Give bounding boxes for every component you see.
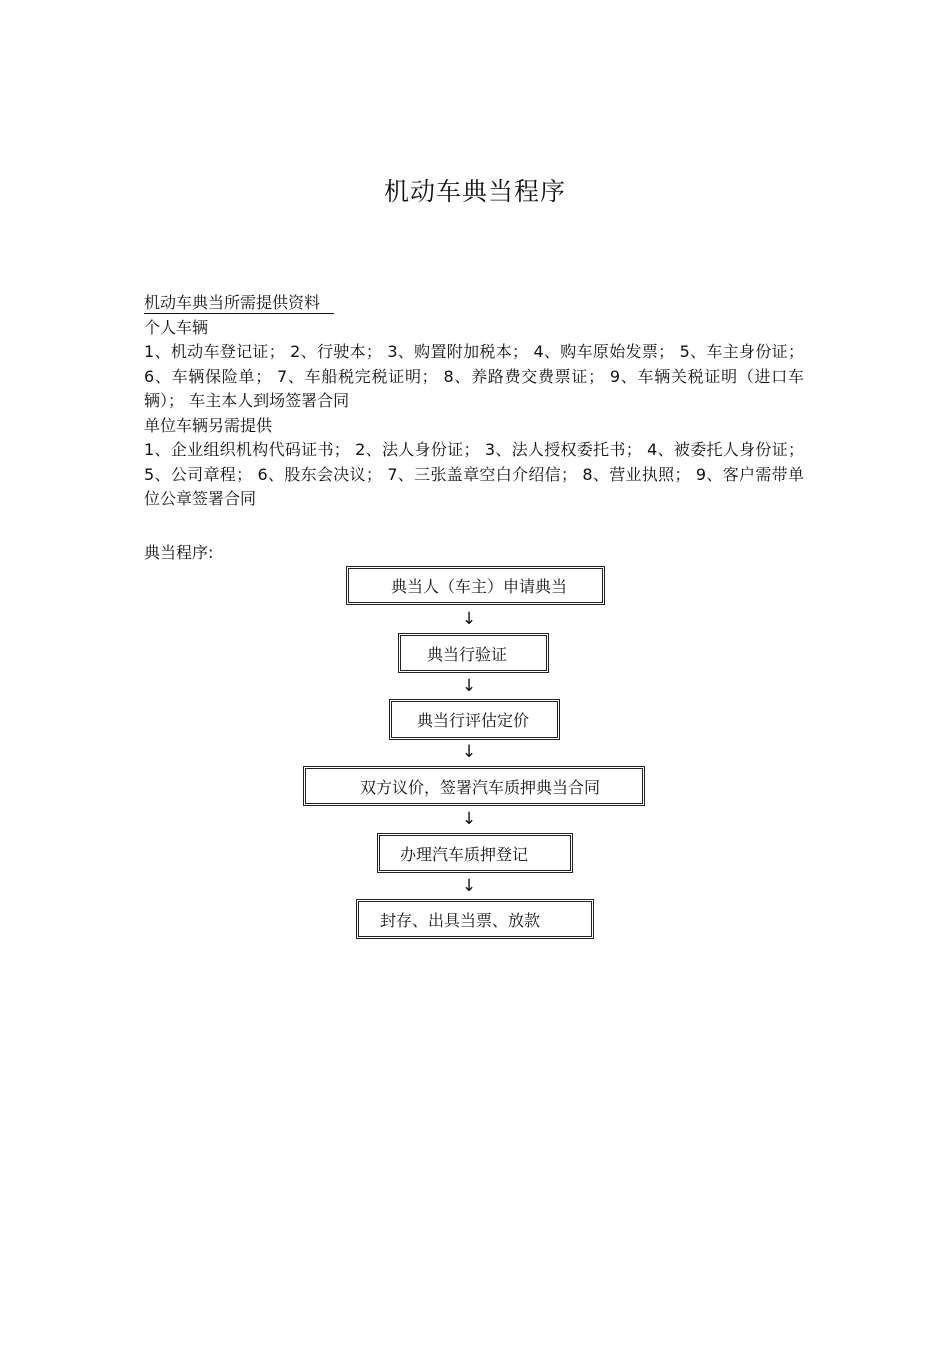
arrow-down-icon: ↓ [461, 742, 477, 762]
flow-step-5 [377, 833, 573, 873]
flow-step-5-label: 办理汽车质押登记 [400, 844, 529, 864]
arrow-down-icon: ↓ [461, 809, 477, 829]
arrow-down-icon: ↓ [461, 676, 477, 696]
flow-step-2-label: 典当行验证 [427, 644, 508, 664]
flow-step-4-label: 双方议价，签署汽车质押典当合同 [360, 777, 601, 797]
materials-heading: 机动车典当所需提供资料 [144, 293, 334, 314]
flow-step-1 [346, 566, 605, 605]
arrow-down-icon: ↓ [461, 876, 477, 896]
arrow-down-icon: ↓ [461, 609, 477, 629]
company-heading: 单位车辆另需提供 [144, 415, 273, 435]
flow-step-4 [303, 766, 645, 806]
personal-items-text: 1、机动车登记证； 2、行驶本； 3、购置附加税本； 4、购车原始发票； 5、车主身份证； 6、车辆保险单； 7、车船税完税证明； 8、养路费交费票证； 9、车辆关税证明（进口车辆）； 车主本人到场签署合同 [144, 342, 804, 410]
flow-step-6 [356, 899, 594, 939]
flow-step-6-label: 封存、出具当票、放款 [380, 910, 541, 930]
personal-heading: 个人车辆 [144, 317, 209, 337]
flow-step-1-label: 典当人（车主）申请典当 [391, 577, 568, 596]
flow-step-3 [389, 699, 560, 740]
page-title: 机动车典当程序 [383, 177, 566, 206]
flow-step-3-label: 典当行评估定价 [417, 711, 530, 730]
procedure-heading: 典当程序: [144, 543, 214, 562]
company-items-text: 1、企业组织机构代码证书； 2、法人身份证； 3、法人授权委托书； 4、被委托人身份证； 5、公司章程； 6、股东会决议； 7、三张盖章空白介绍信； 8、营业执照； 9、客户需带单位公章签署合同 [144, 440, 804, 508]
flow-step-2 [398, 633, 549, 673]
